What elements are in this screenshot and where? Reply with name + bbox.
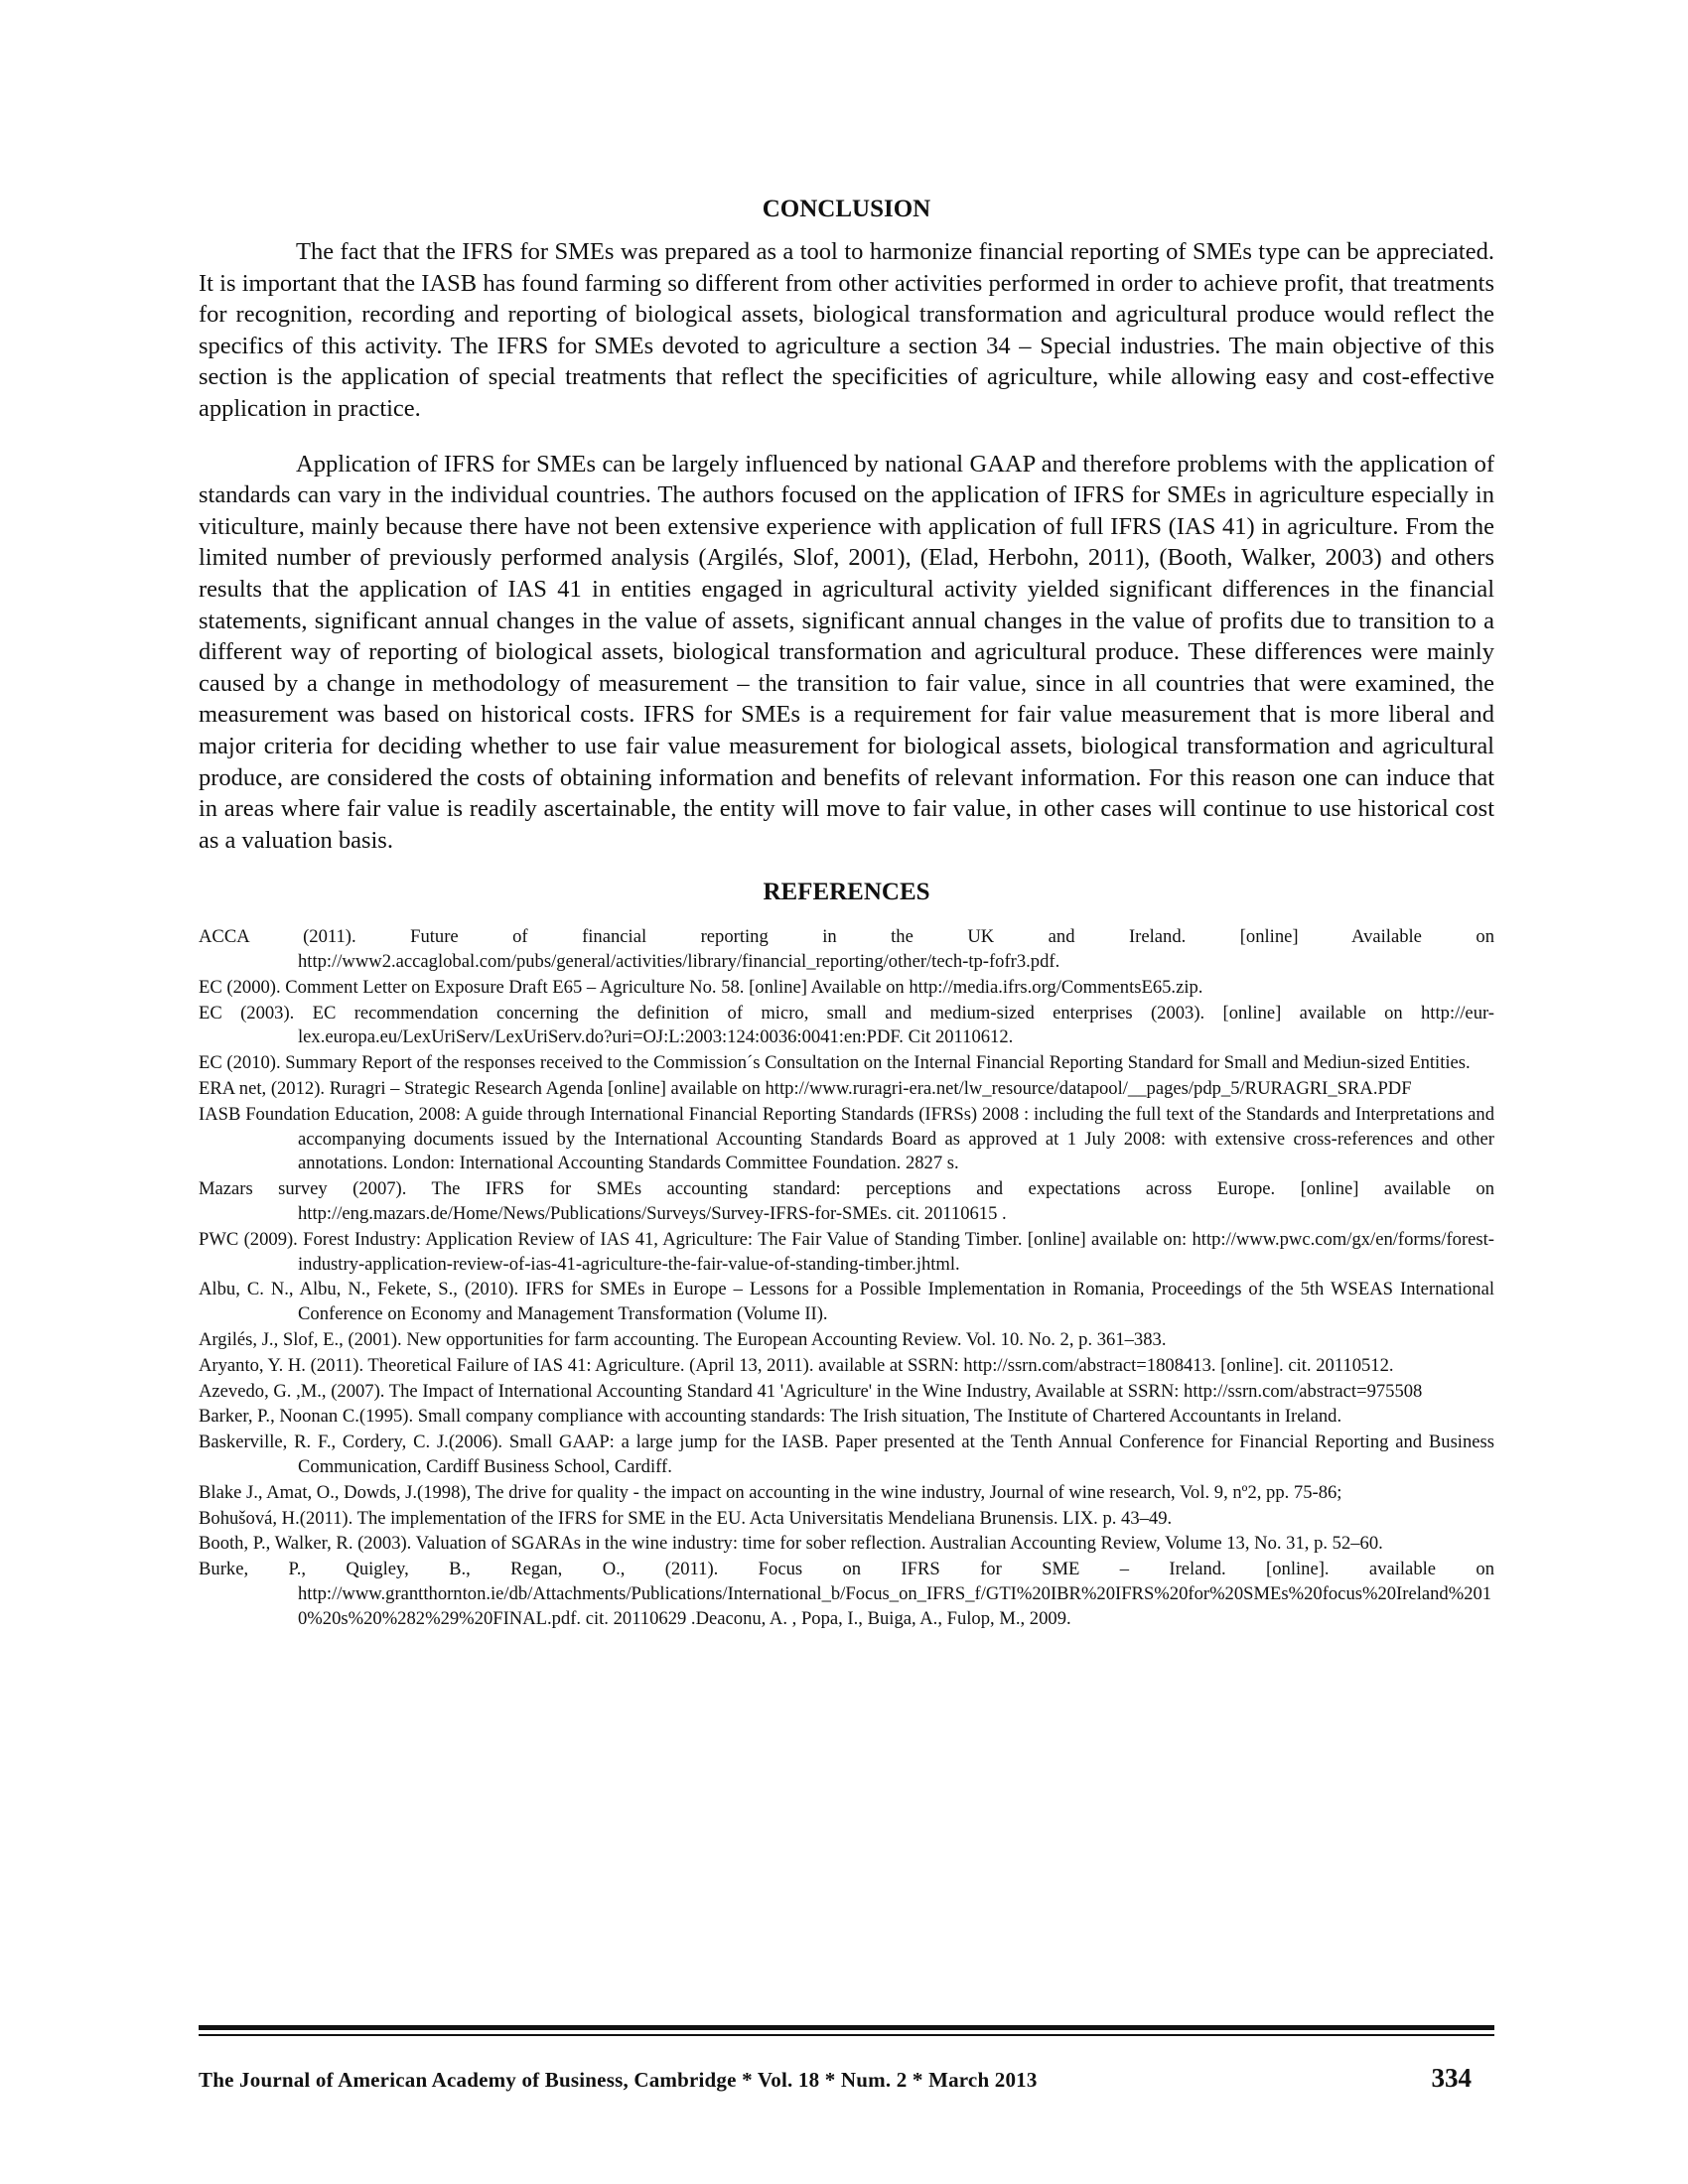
references-heading: REFERENCES [763, 879, 930, 906]
reference-item: Mazars survey (2007). The IFRS for SMEs accounting standard: perceptions and expectations across Europe. [online] available on http://eng.mazars.de/Home/News/Publications/Surveys/Survey-IFRS-for-SMEs. cit. 20110615 . [199, 1178, 1494, 1225]
conclusion-paragraph: Application of IFRS for SMEs can be largely influenced by national GAAP and therefore problems with the application of standards can vary in the individual countries. The authors focused on the application of IFRS for SMEs in agriculture especially in viticulture, mainly because there have not been extensive experience with application of full IFRS (IAS 41) in agriculture. From the limited number of previously performed analysis (Argilés, Slof, 2001), (Elad, Herbohn, 2011), (Booth, Walker, 2003) and others results that the application of IAS 41 in entities engaged in agricultural activity yielded significant differences in the financial statements, significant annual changes in the value of assets, significant annual changes in the value of profits due to transition to a different way of reporting of biological assets, biological transformation and agricultural produce. These differences were mainly caused by a change in methodology of measurement – the transition to fair value, since in all countries that were examined, the measurement was based on historical costs. IFRS for SMEs is a requirement for fair value measurement that is more liberal and major criteria for deciding whether to use fair value measurement for biological assets, biological transformation and agricultural produce, are considered the costs of obtaining information and benefits of relevant information. For this reason one can induce that in areas where fair value is readily ascertainable, the entity will move to fair value, in other cases will continue to use historical cost as a valuation basis. [199, 450, 1494, 854]
page-number: 334 [1431, 2063, 1472, 2093]
reference-item: PWC (2009). Forest Industry: Application Review of IAS 41, Agriculture: The Fair Value of Standing Timber. [online] available on: http://www.pwc.com/gx/en/forms/forest-industry-application-review-of-ias-41-agriculture-the-fair-value-of-standing-timber.jhtml. [199, 1228, 1494, 1275]
footer-rule [199, 2025, 1494, 2030]
footer-journal: The Journal of American Academy of Business, Cambridge * Vol. 18 * Num. 2 * March 2013 [199, 2068, 1038, 2092]
reference-item: Blake J., Amat, O., Dowds, J.(1998), The drive for quality - the impact on accounting in the wine industry, Journal of wine research, Vol. 9, nº2, pp. 75-86; [199, 1481, 1342, 1503]
page-footer [199, 2063, 1479, 2094]
reference-item: Azevedo, G. ,M., (2007). The Impact of International Accounting Standard 41 'Agriculture' in the Wine Industry, Available at SSRN: http://ssrn.com/abstract=975508 [199, 1380, 1423, 1402]
reference-item: Albu, C. N., Albu, N., Fekete, S., (2010). IFRS for SMEs in Europe – Lessons for a Possible Implementation in Romania, Proceedings of the 5th WSEAS International Conference on Economy and Management Transformation (Volume II). [199, 1279, 1494, 1325]
reference-item: IASB Foundation Education, 2008: A guide through International Financial Reporting Standards (IFRSs) 2008 : including the full text of the Standards and Interpretations and accompanying documents issued by the International Accounting Standards Board as approved at 1 July 2008: with extensive cross-references and other annotations. London: International Accounting Standards Committee Foundation. 2827 s. [199, 1103, 1494, 1174]
reference-item: Barker, P., Noonan C.(1995). Small company compliance with accounting standards: The Irish situation, The Institute of Chartered Accountants in Ireland. [199, 1406, 1342, 1428]
reference-item: Burke, P., Quigley, B., Regan, O., (2011). Focus on IFRS for SME – Ireland. [online]. available on http://www.grantthornton.ie/db/Attachments/Publications/International_b/Focus_on_IFRS_f/GTI%20IBR%20IFRS%20for%20SMEs%20focus%20Ireland%2010%20s%20%282%29%20FINAL.pdf. cit. 20110629 .Deaconu, A. , Popa, I., Buiga, A., Fulop, M., 2009. [199, 1559, 1494, 1629]
reference-item: EC (2003). EC recommendation concerning the definition of micro, small and medium-sized enterprises (2003). [online] available on http://eur-lex.europa.eu/LexUriServ/LexUriServ.do?uri=OJ:L:2003:124:0036:0041:en:PDF. Cit 20110612. [199, 1002, 1494, 1048]
reference-item: Bohušová, H.(2011). The implementation of the IFRS for SME in the EU. Acta Universitatis Mendeliana Brunensis. LIX. p. 43–49. [199, 1507, 1173, 1529]
reference-item: ERA net, (2012). Ruragri – Strategic Research Agenda [online] available on http://www.ruragri-era.net/lw_resource/datapool/__pages/pdp_5/RURAGRI_SRA.PDF [199, 1078, 1412, 1100]
reference-item: ACCA (2011). Future of financial reporting in the UK and Ireland. [online] Available on http://www2.accaglobal.com/pubs/general/activities/library/financial_reporting/other/tech-tp-fofr3.pdf. [199, 926, 1494, 973]
reference-item: Argilés, J., Slof, E., (2001). New opportunities for farm accounting. The European Accounting Review. Vol. 10. No. 2, p. 361–383. [199, 1329, 1167, 1351]
reference-item: Booth, P., Walker, R. (2003). Valuation of SGARAs in the wine industry: time for sober reflection. Australian Accounting Review, Volume 13, No. 31, p. 52–60. [199, 1533, 1383, 1555]
footer-rule-thin [199, 2034, 1494, 2036]
reference-item: Baskerville, R. F., Cordery, C. J.(2006). Small GAAP: a large jump for the IASB. Paper presented at the Tenth Annual Conference for Financial Reporting and Business Communication, Cardiff Business School, Cardiff. [199, 1432, 1494, 1478]
conclusion-paragraph: The fact that the IFRS for SMEs was prepared as a tool to harmonize financial reporting of SMEs type can be appreciated. It is important that the IASB has found farming so different from other activities performed in order to achieve profit, that treatments for recognition, recording and reporting of biological assets, biological transformation and agricultural produce would reflect the specifics of this activity. The IFRS for SMEs devoted to agriculture a section 34 – Special industries. The main objective of this section is the application of special treatments that reflect the specificities of agriculture, while allowing easy and cost-effective application in practice. [199, 238, 1494, 422]
page-body [199, 195, 1494, 1633]
reference-item: EC (2000). Comment Letter on Exposure Draft E65 – Agriculture No. 58. [online] Available on http://media.ifrs.org/CommentsE65.zip. [199, 976, 1203, 998]
reference-item: EC (2010). Summary Report of the responses received to the Commission´s Consultation on the Internal Financial Reporting Standard for Small and Mediun-sized Entities. [199, 1052, 1471, 1074]
reference-item: Aryanto, Y. H. (2011). Theoretical Failure of IAS 41: Agriculture. (April 13, 2011). available at SSRN: http://ssrn.com/abstract=1808413. [online]. cit. 20110512. [199, 1354, 1394, 1376]
conclusion-heading: CONCLUSION [762, 196, 931, 222]
reference-list [199, 925, 1494, 1631]
